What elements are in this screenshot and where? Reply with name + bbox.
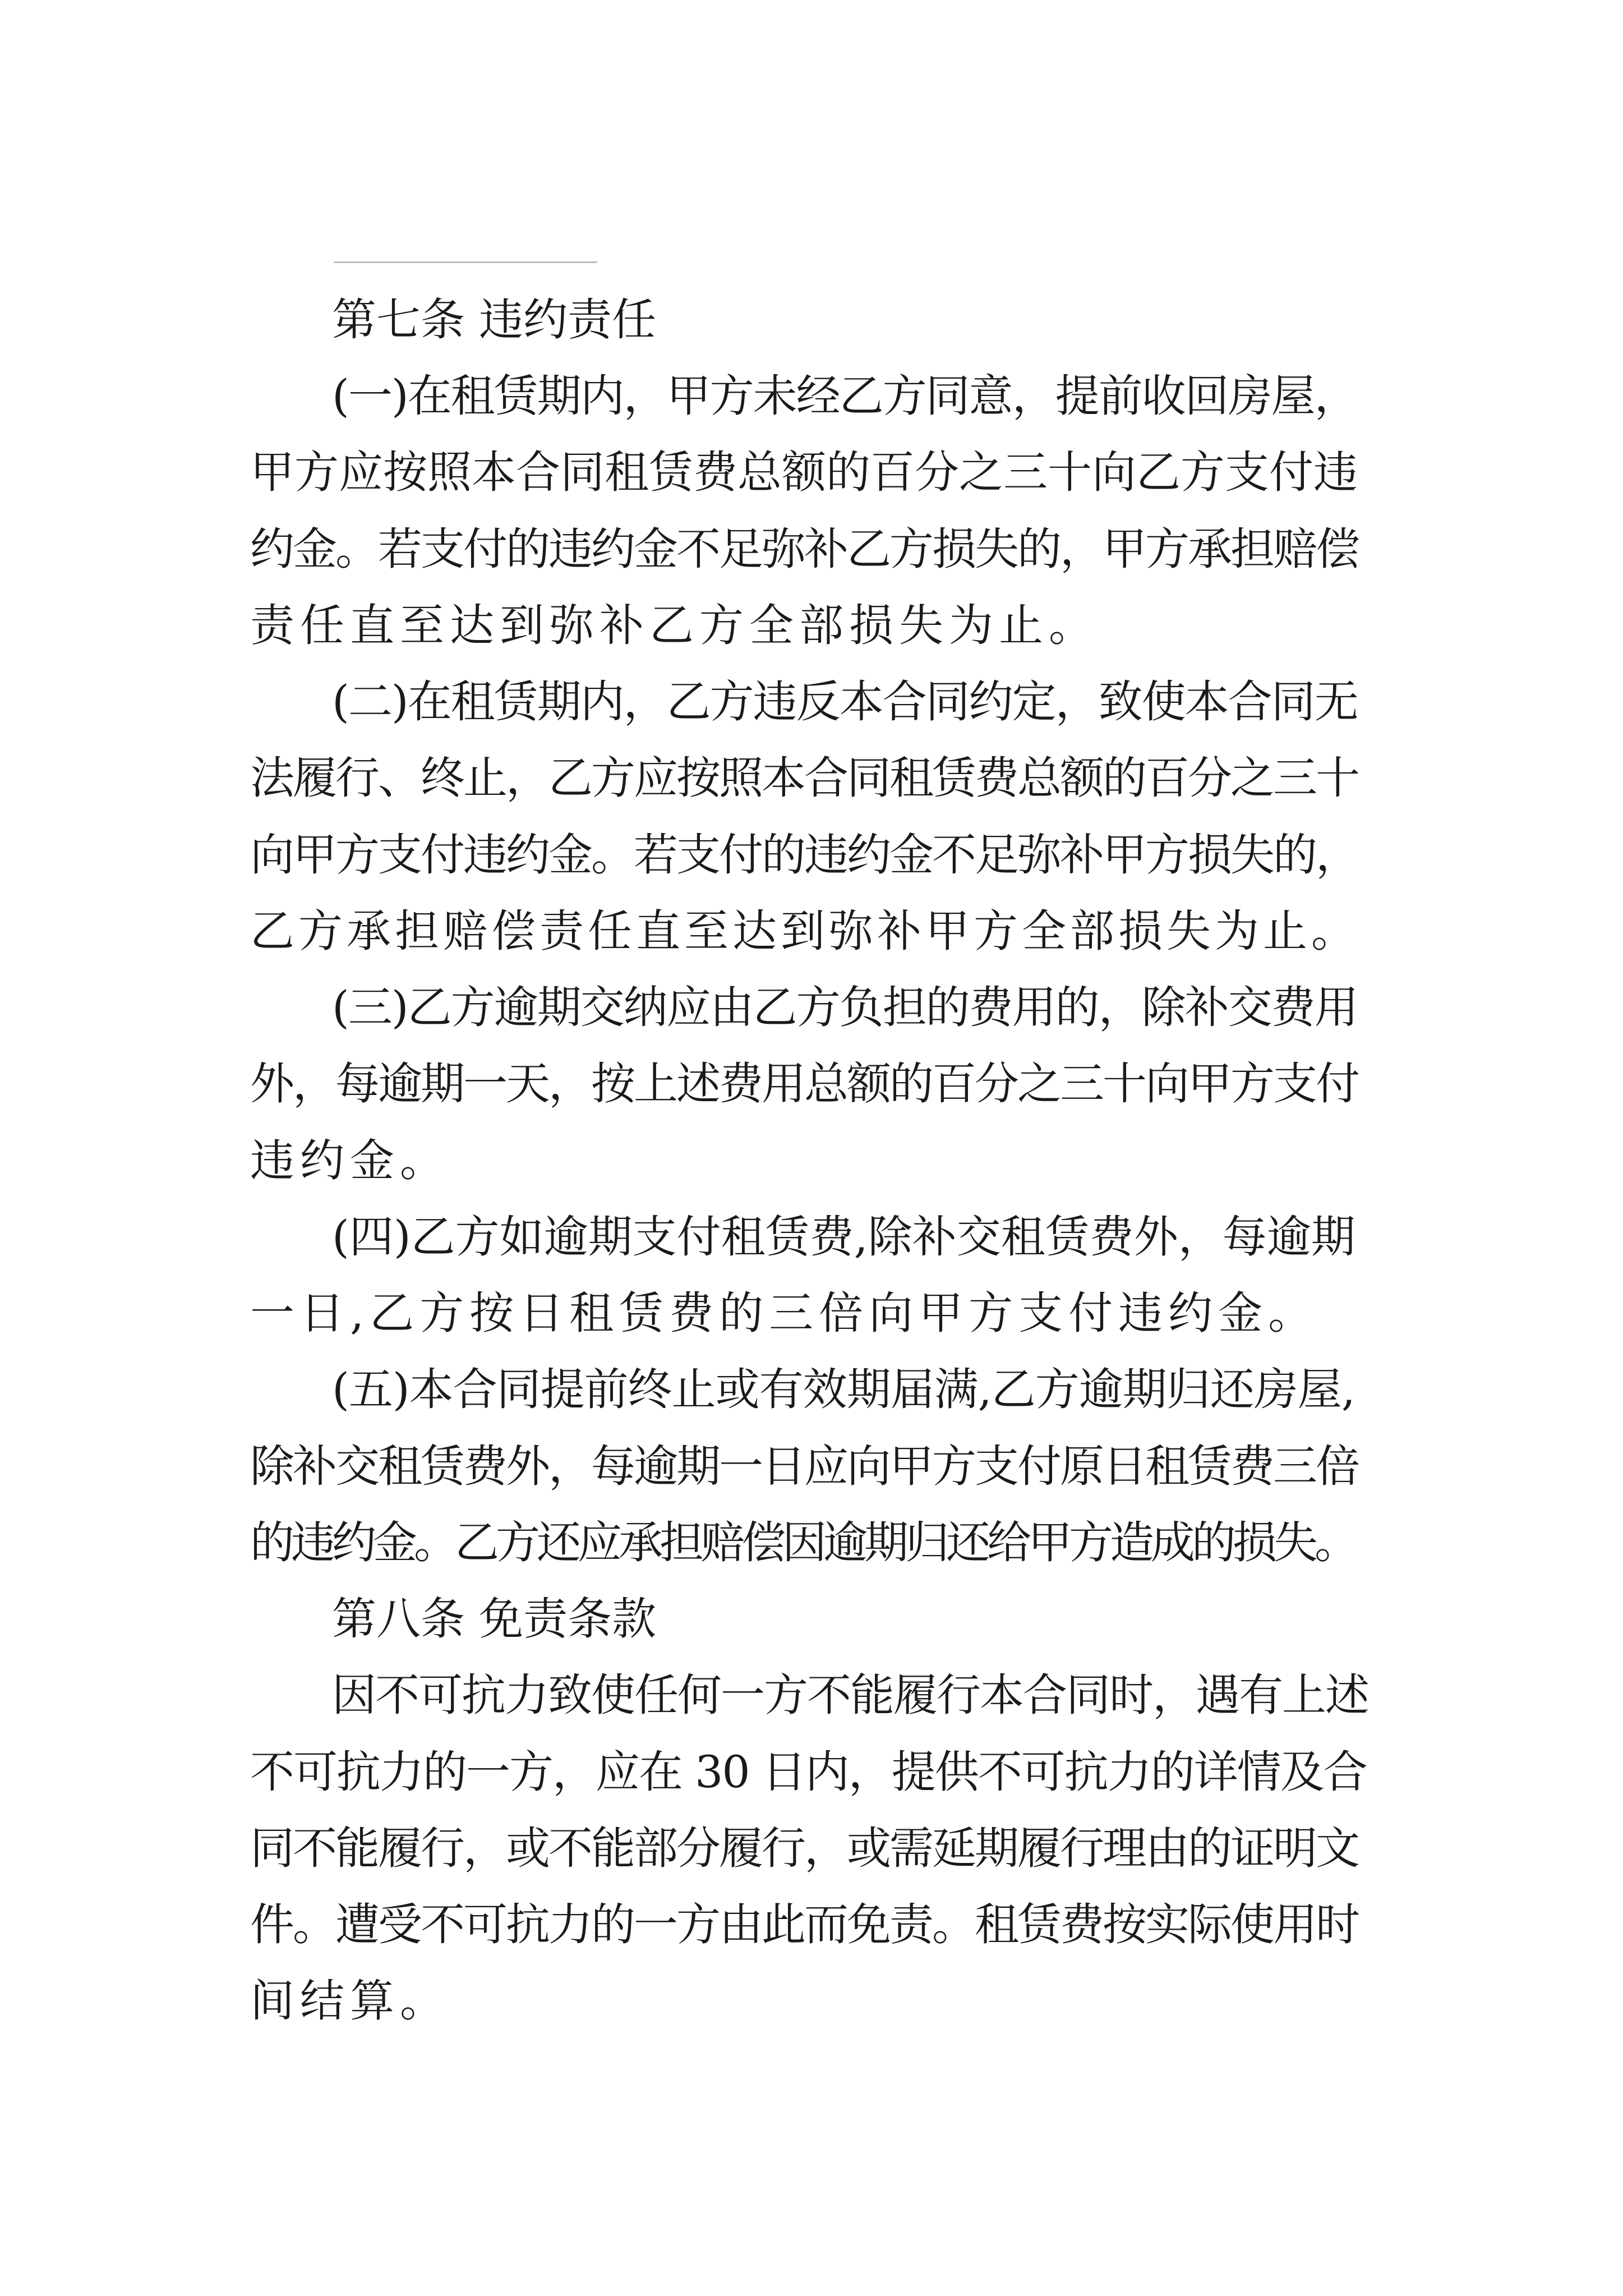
clause-7-4-line-1: (四)乙方如逾期支付租赁费,除补交租赁费外，每逾期 [332,1211,1355,1263]
clause-7-1-line-1: (一)在租赁期内，甲方未经乙方同意，提前收回房屋， [332,370,1358,422]
clause-7-2-line-2: 法履行、终止，乙方应按照本合同租赁费总额的百分之三十 [250,752,1358,804]
article-8-line-3: 同不能履行，或不能部分履行，或需延期履行理由的证明文 [250,1823,1358,1874]
clause-7-5-line-2: 除补交租赁费外，每逾期一日应向甲方支付原日租赁费三倍 [250,1441,1358,1492]
article-8-line-5: 间结算。 [250,1975,450,2027]
clause-7-1-line-2: 甲方应按照本合同租赁费总额的百分之三十向乙方支付违 [250,447,1358,498]
clause-7-2-line-1: (二)在租赁期内，乙方违反本合同约定，致使本合同无 [332,676,1358,728]
article-8-heading: 第八条 免责条款 [332,1593,657,1645]
article-8-line-2: 不可抗力的一方，应在 30 日内，提供不可抗力的详情及合 [250,1746,1367,1798]
clause-7-2-line-3: 向甲方支付违约金。若支付的违约金不足弥补甲方损失的， [250,829,1358,881]
article-8-line-4: 件。遭受不可抗力的一方由此而免责。租赁费按实际使用时 [250,1899,1358,1950]
clause-7-1-line-3: 约金。若支付的违约金不足弥补乙方损失的，甲方承担赔偿 [250,523,1358,575]
clause-7-1-line-4: 责任直至达到弥补乙方全部损失为止。 [250,600,1099,651]
clause-7-4-line-2: 一日,乙方按日租赁费的三倍向甲方支付违约金。 [250,1287,1318,1339]
article-8-line-1: 因不可抗力致使任何一方不能履行本合同时，遇有上述 [332,1669,1368,1721]
article-7-heading: 第七条 违约责任 [332,294,657,346]
clause-7-3-line-1: (三)乙方逾期交纳应由乙方负担的费用的，除补交费用 [332,982,1358,1033]
header-rule [334,261,597,263]
clause-7-3-line-2: 外，每逾期一天，按上述费用总额的百分之三十向甲方支付 [250,1058,1358,1110]
clause-7-5-line-3: 的违约金。乙方还应承担赔偿因逾期归还给甲方造成的损失。 [250,1517,1355,1568]
clause-7-2-line-4: 乙方承担赔偿责任直至达到弥补甲方全部损失为止。 [250,905,1359,957]
clause-7-3-line-3: 违约金。 [250,1135,450,1186]
clause-7-5-line-1: (五)本合同提前终止或有效期届满,乙方逾期归还房屋, [332,1364,1355,1415]
